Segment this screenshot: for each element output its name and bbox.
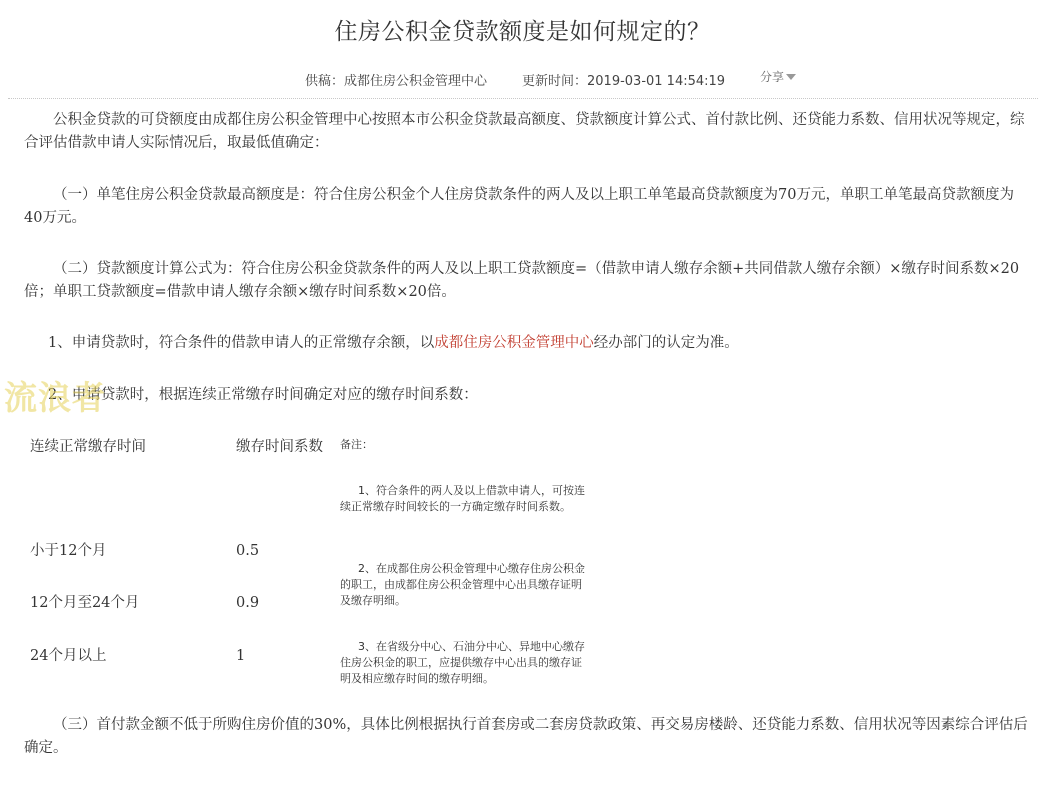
table-row-time: 24个月以上 — [30, 648, 107, 664]
article-meta — [0, 68, 1045, 90]
table-row-coefficient: 0.9 — [236, 595, 260, 611]
article-source: 供稿：成都住房公积金管理中心 — [305, 74, 488, 89]
item-2-paragraph: 2、申请贷款时，根据连续正常缴存时间确定对应的缴存时间系数： — [48, 387, 478, 403]
table-header-coefficient: 缴存时间系数 — [236, 439, 323, 455]
intro-paragraph: 公积金贷款的可贷额度由成都住房公积金管理中心按照本市公积金贷款最高额度、贷款额度计算公式、首付款比例、还贷能力系数、信用状况等规定，综合评估借款申请人实际情况后，取最低值确定： — [24, 112, 1025, 151]
table-note: 3、在省级分中心、石油分中心、异地中心缴存住房公积金的职工，应提供缴存中心出具的缴存证明及相应缴存时间的缴存明细。 — [340, 640, 585, 685]
item-1-text-end: 经办部门的认定为准。 — [593, 335, 739, 351]
section-3-paragraph: （三）首付款金额不低于所购住房价值的30%，具体比例根据执行首套房或二套房贷款政策、再交易房楼龄、还贷能力系数、信用状况等因素综合评估后确定。 — [24, 717, 1028, 756]
table-note: 1、符合条件的两人及以上借款申请人，可按连续正常缴存时间较长的一方确定缴存时间系数。 — [340, 484, 585, 513]
item-1-paragraph — [24, 332, 1028, 355]
table-row-time: 12个月至24个月 — [30, 595, 140, 611]
table-header-time: 连续正常缴存时间 — [30, 439, 146, 455]
table-row-coefficient: 1 — [236, 648, 246, 664]
header-divider — [8, 98, 1038, 99]
share-button[interactable] — [760, 68, 796, 85]
watermark: 流浪者 — [4, 378, 106, 417]
share-label: 分享 — [760, 70, 785, 84]
table-header-note: 备注： — [340, 438, 373, 451]
section-1-paragraph: （一）单笔住房公积金贷款最高额度是：符合住房公积金个人住房贷款条件的两人及以上职工单笔最高贷款额度为70万元，单职工单笔最高贷款额度为40万元。 — [24, 187, 1014, 226]
table-note: 2、在成都住房公积金管理中心缴存住房公积金的职工，由成都住房公积金管理中心出具缴存证明及缴存明细。 — [340, 562, 585, 607]
agency-link[interactable]: 成都住房公积金管理中心 — [434, 335, 594, 351]
article-title: 住房公积金贷款额度是如何规定的？ — [334, 19, 711, 45]
section-2-paragraph: （二）贷款额度计算公式为：符合住房公积金贷款条件的两人及以上职工贷款额度=（借款申请人缴存余额+共同借款人缴存余额）×缴存时间系数×20倍；单职工贷款额度=借款申请人缴存余额×缴存时间系数×20倍。 — [24, 261, 1020, 300]
table-row-coefficient: 0.5 — [236, 543, 260, 559]
table-row-time: 小于12个月 — [30, 543, 107, 559]
article-updated-time: 更新时间：2019-03-01 14:54:19 — [522, 74, 726, 89]
chevron-down-icon — [786, 74, 796, 80]
item-1-text-start: 1、申请贷款时，符合条件的借款申请人的正常缴存余额，以 — [48, 335, 435, 351]
